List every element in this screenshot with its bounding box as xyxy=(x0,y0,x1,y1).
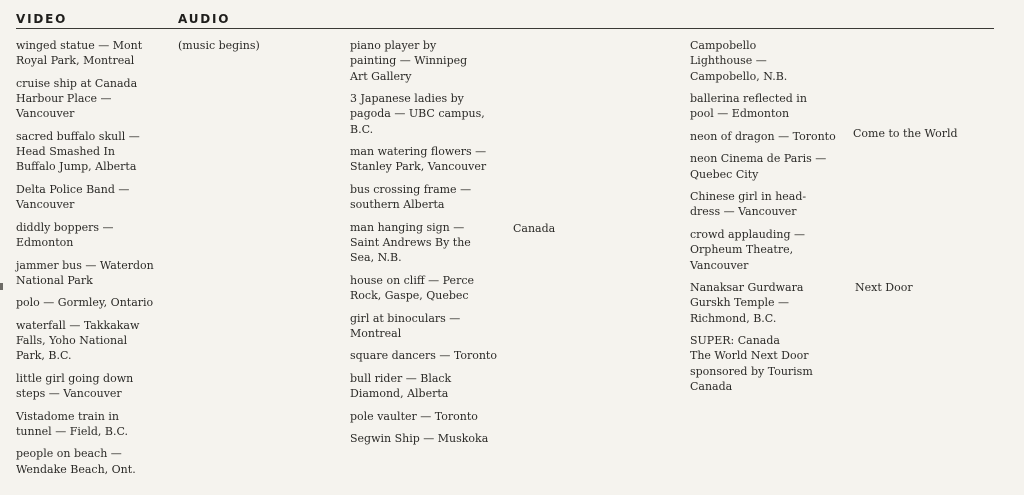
video-entry: Campobello Lighthouse — Campobello, N.B. xyxy=(690,39,788,83)
video-entry: Delta Police Band — Vancouver xyxy=(16,182,130,212)
video-entry: sacred buffalo skull — Head Smashed In Buffalo Jump, Alberta xyxy=(16,129,140,174)
video-entry: people on beach — Wendake Beach, Ont. xyxy=(16,447,136,476)
video-entry: Chinese girl in head- dress — Vancouver xyxy=(690,190,807,219)
video-column-1 xyxy=(16,38,171,484)
video-entry: Nanaksar Gurdwara Gurskh Temple — Richmond, B.C. xyxy=(690,280,804,325)
audio-cue: Come to the World xyxy=(853,127,958,140)
video-entry: crowd applauding — Orpheum Theatre, Vancouver xyxy=(690,227,805,272)
video-entry: Segwin Ship — Muskoka xyxy=(350,432,489,446)
margin-mark xyxy=(0,283,3,290)
video-entry: jammer bus — Waterdon National Park xyxy=(16,258,154,287)
video-entry: winged statue — Mont Royal Park, Montreal xyxy=(16,39,143,68)
video-column-3 xyxy=(690,38,845,401)
video-entry: square dancers — Toronto xyxy=(350,349,497,363)
video-entry: SUPER: Canada The World Next Door sponsored by Tourism Canada xyxy=(690,334,813,393)
audio-cue: (music begins) xyxy=(178,39,260,52)
video-entry: house on cliff — Perce Rock, Gaspe, Quebec xyxy=(350,273,474,303)
video-entry: man watering flowers — Stanley Park, Vancouver xyxy=(350,145,487,174)
audio-header: AUDIO xyxy=(178,12,231,26)
video-entry: man hanging sign — Saint Andrews By the Sea, N.B. xyxy=(350,220,471,265)
video-entry: neon Cinema de Paris — Quebec City xyxy=(690,152,827,181)
video-entry: pole vaulter — Toronto xyxy=(350,409,478,423)
video-entry: cruise ship at Canada Harbour Place — Vancouver xyxy=(16,76,138,121)
video-entry: girl at binoculars — Montreal xyxy=(350,311,461,340)
video-entry: 3 Japanese ladies by pagoda — UBC campus, B.C. xyxy=(350,92,485,136)
video-entry: bus crossing frame — southern Alberta xyxy=(350,182,472,212)
video-entry: bull rider — Black Diamond, Alberta xyxy=(350,371,452,401)
video-entry: diddly boppers — Edmonton xyxy=(16,220,114,250)
video-entry: waterfall — Takkakaw Falls, Yoho National Park, B.C. xyxy=(16,318,140,363)
video-column-2 xyxy=(350,38,505,454)
video-entry: piano player by painting — Winnipeg Art Gallery xyxy=(350,39,468,83)
video-header: VIDEO xyxy=(16,12,68,26)
header-rule xyxy=(16,28,994,29)
video-entry: Vistadome train in tunnel — Field, B.C. xyxy=(16,409,129,438)
video-entry: ballerina reflected in pool — Edmonton xyxy=(690,92,807,121)
video-entry: little girl going down steps — Vancouver xyxy=(16,371,134,401)
audio-cue: Next Door xyxy=(855,281,913,294)
video-entry: polo — Gormley, Ontario xyxy=(16,296,154,310)
audio-cue: Canada xyxy=(513,222,556,235)
video-entry: neon of dragon — Toronto xyxy=(690,129,836,143)
